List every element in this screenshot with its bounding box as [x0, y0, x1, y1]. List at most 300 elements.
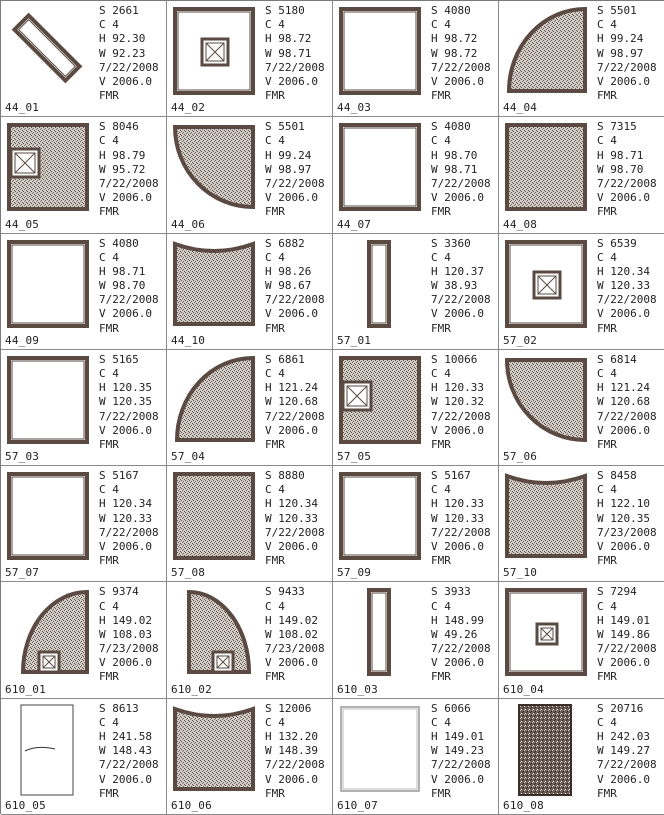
- tile-name: 44_08: [503, 217, 538, 231]
- tile-cell-44_10[interactable]: [167, 234, 333, 350]
- size-value: S 5501: [265, 120, 305, 134]
- count-value: C 4: [431, 483, 451, 497]
- tile-name: 57_05: [337, 450, 372, 464]
- height-value: H 122.10: [597, 497, 650, 511]
- version-value: V 2006.0: [99, 540, 152, 553]
- date-value: 7/22/2008: [597, 642, 657, 656]
- tile-preview: [3, 119, 91, 215]
- height-value: H 98.71: [99, 264, 146, 278]
- count-value: C 4: [265, 134, 285, 148]
- date-value: 7/22/2008: [431, 525, 491, 539]
- version-value: V 2006.0: [431, 191, 484, 205]
- size-value: S 3933: [431, 585, 471, 599]
- date-value: 7/22/2008: [99, 177, 159, 191]
- tile-cell-44_09[interactable]: [1, 234, 167, 350]
- count-value: C 4: [597, 715, 617, 729]
- size-value: S 5180: [265, 4, 305, 17]
- count-value: C 4: [265, 483, 285, 497]
- format-value: FMR: [597, 437, 617, 451]
- width-value: W 92.23: [99, 46, 146, 60]
- tile-info: [431, 702, 497, 801]
- tile-cell-57_01[interactable]: [333, 234, 499, 350]
- tile-info: [597, 469, 663, 568]
- version-value: V 2006.0: [431, 423, 484, 437]
- tile-preview: [3, 236, 91, 332]
- count-value: C 4: [597, 483, 617, 497]
- date-value: 7/22/2008: [265, 60, 325, 74]
- width-value: W 38.93: [431, 279, 478, 293]
- format-value: FMR: [431, 89, 451, 103]
- tile-info: [265, 353, 331, 452]
- count-value: C 4: [265, 715, 285, 729]
- format-value: FMR: [431, 437, 451, 451]
- height-value: H 98.71: [597, 148, 644, 162]
- tile-preview: [169, 3, 257, 99]
- format-value: FMR: [431, 554, 451, 568]
- version-value: V 2006.0: [431, 656, 484, 670]
- size-value: S 5167: [431, 469, 471, 483]
- height-value: H 241.58: [99, 729, 152, 743]
- tile-name: 57_03: [5, 450, 40, 464]
- tile-cell-57_06[interactable]: [499, 350, 664, 466]
- tile-cell-57_09[interactable]: [333, 466, 499, 582]
- tile-name: 610_01: [5, 682, 46, 696]
- version-value: V 2006.0: [597, 656, 650, 670]
- tile-info: [265, 702, 331, 801]
- tile-preview: [335, 701, 423, 797]
- tile-preview: [169, 236, 257, 332]
- width-value: W 149.27: [597, 744, 650, 758]
- count-value: C 4: [265, 599, 285, 613]
- tile-name: 610_04: [503, 682, 544, 696]
- tile-cell-44_01[interactable]: [1, 1, 167, 117]
- height-value: H 120.35: [99, 381, 152, 395]
- tile-preview: [3, 352, 91, 448]
- height-value: H 98.72: [265, 32, 312, 46]
- tile-name: 610_05: [5, 798, 46, 812]
- date-value: 7/22/2008: [431, 409, 491, 423]
- width-value: W 98.70: [597, 162, 644, 176]
- tile-info: [265, 585, 331, 684]
- version-value: V 2006.0: [265, 307, 318, 321]
- count-value: C 4: [99, 134, 119, 148]
- tile-info: [99, 702, 165, 801]
- format-value: FMR: [265, 89, 285, 103]
- format-value: FMR: [265, 205, 285, 219]
- version-value: V 2006.0: [597, 191, 650, 205]
- height-value: H 149.01: [431, 729, 484, 743]
- version-value: V 2006.0: [597, 423, 650, 437]
- format-value: FMR: [431, 786, 451, 800]
- date-value: 7/22/2008: [431, 177, 491, 191]
- tile-name: 57_01: [337, 333, 372, 347]
- tile-name: 44_05: [5, 217, 40, 231]
- size-value: S 5165: [99, 352, 139, 366]
- tile-name: 44_07: [337, 217, 372, 231]
- tile-preview: [169, 701, 257, 797]
- tile-info: [99, 585, 165, 684]
- tile-name: 610_06: [171, 798, 212, 812]
- version-value: V 2006.0: [597, 540, 650, 553]
- tile-name: 44_06: [171, 217, 206, 231]
- size-value: S 4080: [431, 4, 471, 17]
- version-value: V 2006.0: [265, 540, 318, 553]
- width-value: W 98.70: [99, 279, 146, 293]
- count-value: C 4: [431, 250, 451, 264]
- width-value: W 98.97: [265, 162, 312, 176]
- tile-info: [99, 469, 165, 568]
- tile-name: 44_03: [337, 101, 372, 115]
- tile-preview: [501, 236, 589, 332]
- tile-info: [99, 237, 165, 336]
- width-value: W 149.23: [431, 744, 484, 758]
- count-value: C 4: [99, 18, 119, 32]
- version-value: V 2006.0: [265, 74, 318, 88]
- height-value: H 120.33: [431, 497, 484, 511]
- tile-preview: [169, 584, 257, 680]
- tile-info: [99, 4, 165, 103]
- width-value: W 98.71: [265, 46, 312, 60]
- tile-name: 610_03: [337, 682, 378, 696]
- tile-info: [597, 120, 663, 219]
- tile-name: 610_02: [171, 682, 212, 696]
- tile-info: [431, 469, 497, 568]
- tile-name: 57_04: [171, 450, 206, 464]
- tile-name: 57_02: [503, 333, 538, 347]
- height-value: H 120.34: [99, 497, 152, 511]
- tile-info: [597, 353, 663, 452]
- size-value: S 4080: [431, 120, 471, 134]
- tile-preview: [3, 468, 91, 564]
- format-value: FMR: [597, 321, 617, 335]
- date-value: 7/22/2008: [99, 60, 159, 74]
- tile-preview: [501, 468, 589, 564]
- count-value: C 4: [99, 483, 119, 497]
- height-value: H 120.34: [597, 264, 650, 278]
- tile-cell-57_03[interactable]: [1, 350, 167, 466]
- date-value: 7/22/2008: [265, 409, 325, 423]
- tile-preview: [3, 701, 91, 797]
- tile-cell-44_02[interactable]: [167, 1, 333, 117]
- height-value: H 120.34: [265, 497, 318, 511]
- tile-info: [431, 120, 497, 219]
- tile-preview: [335, 236, 423, 332]
- tile-name: 57_07: [5, 566, 40, 580]
- date-value: 7/22/2008: [99, 409, 159, 423]
- size-value: S 6882: [265, 236, 305, 250]
- version-value: V 2006.0: [99, 307, 152, 321]
- version-value: V 2006.0: [265, 656, 318, 670]
- date-value: 7/22/2008: [431, 60, 491, 74]
- tile-info: [265, 237, 331, 336]
- height-value: H 98.79: [99, 148, 146, 162]
- date-value: 7/22/2008: [99, 293, 159, 307]
- tile-preview: [335, 468, 423, 564]
- tile-preview: [3, 584, 91, 680]
- tile-preview: [501, 3, 589, 99]
- format-value: FMR: [99, 786, 119, 800]
- tile-cell-57_05[interactable]: [333, 350, 499, 466]
- tile-cell-44_06[interactable]: [167, 117, 333, 233]
- version-value: V 2006.0: [99, 191, 152, 205]
- tile-preview: [169, 468, 257, 564]
- tile-cell-44_07[interactable]: [333, 117, 499, 233]
- tile-info: [597, 702, 663, 801]
- tile-info: [99, 353, 165, 452]
- count-value: C 4: [597, 366, 617, 380]
- date-value: 7/22/2008: [99, 758, 159, 772]
- size-value: S 2661: [99, 4, 139, 17]
- version-value: V 2006.0: [597, 772, 650, 786]
- size-value: S 6814: [597, 352, 637, 366]
- height-value: H 120.37: [431, 264, 484, 278]
- tile-info: [431, 4, 497, 103]
- date-value: 7/22/2008: [431, 758, 491, 772]
- tile-cell-57_07[interactable]: [1, 466, 167, 582]
- width-value: W 95.72: [99, 162, 146, 176]
- count-value: C 4: [431, 599, 451, 613]
- format-value: FMR: [597, 786, 617, 800]
- width-value: W 148.43: [99, 744, 152, 758]
- width-value: W 120.32: [431, 395, 484, 409]
- version-value: V 2006.0: [431, 307, 484, 321]
- size-value: S 5167: [99, 469, 139, 483]
- height-value: H 149.01: [597, 613, 650, 627]
- width-value: W 98.71: [431, 162, 478, 176]
- size-value: S 5501: [597, 4, 637, 17]
- format-value: FMR: [265, 437, 285, 451]
- tile-name: 44_09: [5, 333, 40, 347]
- count-value: C 4: [265, 18, 285, 32]
- date-value: 7/22/2008: [597, 293, 657, 307]
- tile-name: 610_08: [503, 798, 544, 812]
- height-value: H 98.70: [431, 148, 478, 162]
- tile-cell-610_01[interactable]: [1, 582, 167, 698]
- tile-preview: [335, 119, 423, 215]
- height-value: H 149.02: [99, 613, 152, 627]
- width-value: W 108.02: [265, 627, 318, 641]
- format-value: FMR: [597, 205, 617, 219]
- tile-cell-610_05[interactable]: [1, 699, 167, 815]
- width-value: W 49.26: [431, 627, 478, 641]
- tile-preview: [501, 584, 589, 680]
- count-value: C 4: [265, 366, 285, 380]
- version-value: V 2006.0: [265, 191, 318, 205]
- height-value: H 132.20: [265, 729, 318, 743]
- tile-cell-57_02[interactable]: [499, 234, 664, 350]
- tile-cell-44_04[interactable]: [499, 1, 664, 117]
- width-value: W 108.03: [99, 627, 152, 641]
- version-value: V 2006.0: [597, 307, 650, 321]
- size-value: S 7315: [597, 120, 637, 134]
- width-value: W 120.35: [597, 511, 650, 525]
- date-value: 7/22/2008: [431, 642, 491, 656]
- height-value: H 148.99: [431, 613, 484, 627]
- size-value: S 6539: [597, 236, 637, 250]
- height-value: H 149.02: [265, 613, 318, 627]
- tile-preview: [335, 352, 423, 448]
- date-value: 7/23/2008: [99, 642, 159, 656]
- width-value: W 120.33: [265, 511, 318, 525]
- size-value: S 8458: [597, 469, 637, 483]
- format-value: FMR: [431, 205, 451, 219]
- version-value: V 2006.0: [431, 74, 484, 88]
- version-value: V 2006.0: [597, 74, 650, 88]
- size-value: S 8046: [99, 120, 139, 134]
- size-value: S 7294: [597, 585, 637, 599]
- size-value: S 3360: [431, 236, 471, 250]
- size-value: S 4080: [99, 236, 139, 250]
- date-value: 7/22/2008: [597, 409, 657, 423]
- tile-name: 57_09: [337, 566, 372, 580]
- width-value: W 148.39: [265, 744, 318, 758]
- date-value: 7/22/2008: [597, 758, 657, 772]
- format-value: FMR: [265, 554, 285, 568]
- format-value: FMR: [431, 670, 451, 684]
- size-value: S 9374: [99, 585, 139, 599]
- format-value: FMR: [99, 89, 119, 103]
- tile-preview: [3, 3, 91, 99]
- tile-info: [597, 585, 663, 684]
- count-value: C 4: [597, 134, 617, 148]
- tile-info: [99, 120, 165, 219]
- date-value: 7/22/2008: [265, 293, 325, 307]
- format-value: FMR: [265, 786, 285, 800]
- width-value: W 149.86: [597, 627, 650, 641]
- format-value: FMR: [265, 670, 285, 684]
- tile-cell-44_03[interactable]: [333, 1, 499, 117]
- tile-name: 44_04: [503, 101, 538, 115]
- tile-cell-57_04[interactable]: [167, 350, 333, 466]
- width-value: W 98.72: [431, 46, 478, 60]
- height-value: H 92.30: [99, 32, 146, 46]
- format-value: FMR: [597, 554, 617, 568]
- tile-info: [265, 469, 331, 568]
- height-value: H 242.03: [597, 729, 650, 743]
- tile-info: [597, 237, 663, 336]
- height-value: H 98.26: [265, 264, 312, 278]
- count-value: C 4: [99, 250, 119, 264]
- tile-preview: [169, 119, 257, 215]
- format-value: FMR: [99, 670, 119, 684]
- count-value: C 4: [431, 18, 451, 32]
- count-value: C 4: [99, 599, 119, 613]
- format-value: FMR: [265, 321, 285, 335]
- width-value: W 98.67: [265, 279, 312, 293]
- width-value: W 120.33: [597, 279, 650, 293]
- tile-cell-57_08[interactable]: [167, 466, 333, 582]
- size-value: S 12006: [265, 701, 312, 715]
- width-value: W 120.68: [597, 395, 650, 409]
- count-value: C 4: [597, 599, 617, 613]
- date-value: 7/22/2008: [597, 60, 657, 74]
- height-value: H 120.33: [431, 381, 484, 395]
- size-value: S 6861: [265, 352, 305, 366]
- format-value: FMR: [597, 670, 617, 684]
- tile-cell-57_10[interactable]: [499, 466, 664, 582]
- tile-cell-610_02[interactable]: [167, 582, 333, 698]
- version-value: V 2006.0: [431, 772, 484, 786]
- height-value: H 121.24: [597, 381, 650, 395]
- height-value: H 99.24: [597, 32, 644, 46]
- version-value: V 2006.0: [99, 772, 152, 786]
- tile-name: 44_01: [5, 101, 40, 115]
- height-value: H 121.24: [265, 381, 318, 395]
- version-value: V 2006.0: [265, 423, 318, 437]
- count-value: C 4: [597, 18, 617, 32]
- width-value: W 120.35: [99, 395, 152, 409]
- tile-preview: [501, 701, 589, 797]
- date-value: 7/22/2008: [597, 177, 657, 191]
- width-value: W 120.33: [431, 511, 484, 525]
- format-value: FMR: [99, 205, 119, 219]
- tile-info: [265, 120, 331, 219]
- height-value: H 99.24: [265, 148, 312, 162]
- tile-cell-44_05[interactable]: [1, 117, 167, 233]
- tile-preview: [501, 352, 589, 448]
- size-value: S 8613: [99, 701, 139, 715]
- count-value: C 4: [99, 366, 119, 380]
- date-value: 7/22/2008: [265, 758, 325, 772]
- date-value: 7/23/2008: [265, 642, 325, 656]
- size-value: S 6066: [431, 701, 471, 715]
- count-value: C 4: [431, 366, 451, 380]
- format-value: FMR: [431, 321, 451, 335]
- tile-info: [265, 4, 331, 103]
- tile-info: [597, 4, 663, 103]
- tile-cell-610_04[interactable]: [499, 582, 664, 698]
- format-value: FMR: [99, 437, 119, 451]
- version-value: V 2006.0: [99, 656, 152, 670]
- tile-name: 610_07: [337, 798, 378, 812]
- tile-info: [431, 585, 497, 684]
- version-value: V 2006.0: [99, 423, 152, 437]
- tile-info: [431, 353, 497, 452]
- tile-preview: [501, 119, 589, 215]
- tile-name: 44_10: [171, 333, 206, 347]
- tile-cell-610_07[interactable]: [333, 699, 499, 815]
- tile-cell-610_06[interactable]: [167, 699, 333, 815]
- format-value: FMR: [99, 321, 119, 335]
- count-value: C 4: [431, 715, 451, 729]
- date-value: 7/22/2008: [265, 177, 325, 191]
- width-value: W 98.97: [597, 46, 644, 60]
- date-value: 7/22/2008: [431, 293, 491, 307]
- tile-cell-44_08[interactable]: [499, 117, 664, 233]
- tile-name: 57_08: [171, 566, 206, 580]
- version-value: V 2006.0: [265, 772, 318, 786]
- size-value: S 8880: [265, 469, 305, 483]
- size-value: S 9433: [265, 585, 305, 599]
- tile-name: 57_06: [503, 450, 538, 464]
- count-value: C 4: [597, 250, 617, 264]
- tile-name: 44_02: [171, 101, 206, 115]
- format-value: FMR: [597, 89, 617, 103]
- version-value: V 2006.0: [99, 74, 152, 88]
- date-value: 7/22/2008: [99, 525, 159, 539]
- width-value: W 120.33: [99, 511, 152, 525]
- tile-cell-610_03[interactable]: [333, 582, 499, 698]
- tile-preview: [335, 3, 423, 99]
- tile-cell-610_08[interactable]: [499, 699, 664, 815]
- tile-info: [431, 237, 497, 336]
- width-value: W 120.68: [265, 395, 318, 409]
- height-value: H 98.72: [431, 32, 478, 46]
- tile-name: 57_10: [503, 566, 538, 580]
- size-value: S 20716: [597, 701, 644, 715]
- version-value: V 2006.0: [431, 540, 484, 553]
- date-value: 7/23/2008: [597, 525, 657, 539]
